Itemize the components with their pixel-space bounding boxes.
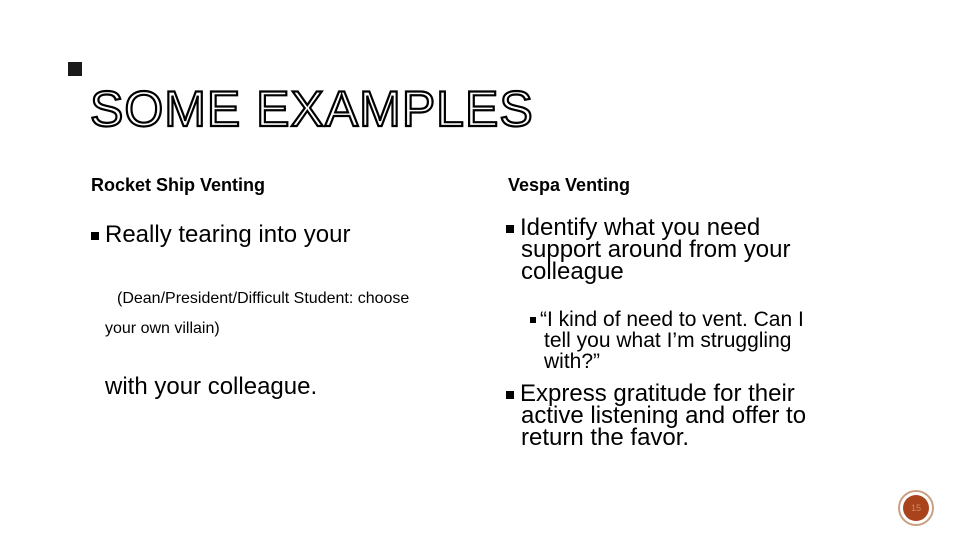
bullet-square-icon: [506, 225, 514, 233]
bullet-square-icon: [506, 391, 514, 399]
right-sub-bullet-1-line3: with?”: [544, 350, 601, 373]
bullet-square-icon: [530, 317, 536, 323]
bullet-square-icon: [91, 232, 99, 240]
left-bullet: [91, 223, 350, 247]
left-aside-line2: your own villain): [105, 320, 220, 337]
right-bullet-2: [506, 380, 846, 451]
slide-title-text: SOME EXAMPLES: [90, 81, 534, 132]
right-sub-bullet-1: [530, 309, 850, 372]
right-column-heading: Vespa Venting: [508, 175, 631, 195]
right-bullet-1-line1: Identify what you need: [520, 214, 761, 241]
right-bullet-2-line2: active listening and offer to: [521, 402, 807, 429]
page-number: 15: [903, 495, 929, 521]
right-bullet-1-line2: support around from your: [521, 236, 791, 263]
left-column-heading: Rocket Ship Venting: [91, 175, 266, 195]
left-bullet-text: Really tearing into your: [105, 221, 351, 248]
corner-accent: [68, 62, 82, 76]
right-bullet-1-line3: colleague: [521, 258, 624, 285]
page-number-badge: [898, 490, 934, 526]
slide-title: [88, 80, 568, 132]
right-bullet-2-line1: Express gratitude for their: [520, 380, 795, 407]
left-aside-line1: (Dean/President/Difficult Student: choose: [117, 290, 410, 307]
right-sub-bullet-1-line2: tell you what I’m struggling: [544, 329, 792, 352]
right-sub-bullet-1-line1: “I kind of need to vent. Can I: [540, 308, 804, 331]
left-closing: with your colleague.: [105, 373, 318, 400]
right-bullet-2-line3: return the favor.: [521, 424, 690, 451]
right-bullet-1: [506, 214, 846, 285]
